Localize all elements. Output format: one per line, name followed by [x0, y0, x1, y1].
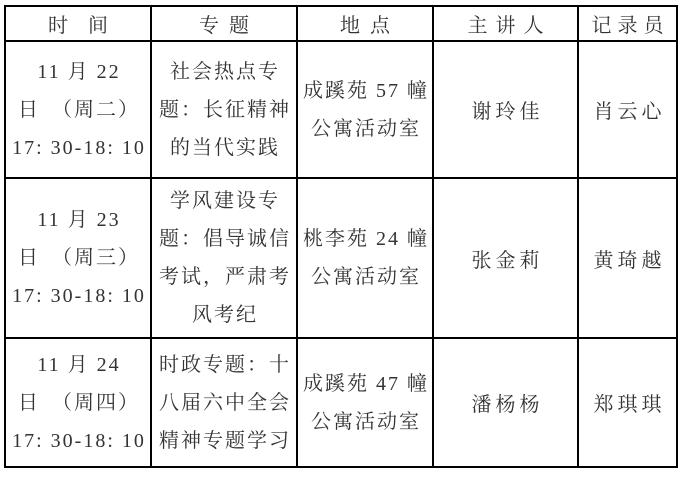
cell-text-line: 公寓活动室 — [311, 266, 421, 288]
cell-text-line: 17: 30-18: 10 — [12, 136, 146, 159]
cell-text-line: 日 （周三） — [18, 247, 140, 269]
cell-text-line: 的当代实践 — [170, 136, 280, 159]
topic-cell — [151, 41, 297, 178]
cell-text-line: 17: 30-18: 10 — [12, 429, 146, 452]
session-row-3 — [5, 338, 677, 467]
col-header-speaker: 主讲人 — [433, 6, 578, 41]
cell-text-line: 11 月 24 — [37, 353, 121, 376]
cell-text-line: 成蹊苑 57 幢 — [303, 79, 429, 102]
cell-text-line: 题：长征精神 — [159, 98, 291, 121]
session-row-2 — [5, 178, 677, 338]
recorder-cell: 黄琦越 — [578, 178, 677, 338]
cell-text-line: 考试，严肃考 — [159, 266, 291, 288]
cell-text-line: 题：倡导诚信 — [159, 228, 291, 250]
col-header-topic: 专题 — [151, 6, 297, 41]
col-header-location: 地点 — [297, 6, 433, 41]
cell-text-line: 桃李苑 24 幢 — [303, 228, 429, 250]
recorder-cell: 郑琪琪 — [578, 338, 677, 467]
location-cell — [297, 178, 433, 338]
time-cell — [5, 338, 151, 467]
cell-text-line: 11 月 23 — [37, 209, 121, 231]
time-cell — [5, 41, 151, 178]
cell-text-line: 学风建设专 — [170, 190, 280, 212]
cell-text-line: 成蹊苑 47 幢 — [303, 372, 429, 395]
location-cell — [297, 338, 433, 467]
cell-text-line: 公寓活动室 — [311, 410, 421, 433]
session-row-1 — [5, 41, 677, 178]
cell-text-line: 公寓活动室 — [311, 117, 421, 140]
cell-text-line: 11 月 22 — [37, 60, 121, 83]
cell-text-line: 风考纪 — [192, 304, 258, 326]
cell-text-line: 日 （周二） — [18, 98, 140, 121]
speaker-cell: 谢玲佳 — [433, 41, 578, 178]
speaker-cell: 张金莉 — [433, 178, 578, 338]
schedule-table — [4, 5, 678, 468]
col-header-recorder: 记录员 — [578, 6, 677, 41]
recorder-cell: 肖云心 — [578, 41, 677, 178]
col-header-time: 时间 — [5, 6, 151, 41]
header-row — [5, 6, 677, 41]
topic-cell — [151, 338, 297, 467]
topic-cell — [151, 178, 297, 338]
cell-text-line: 精神专题学习 — [159, 429, 291, 452]
cell-text-line: 时政专题：十 — [159, 353, 291, 376]
cell-text-line: 17: 30-18: 10 — [12, 285, 146, 307]
cell-text-line: 日 （周四） — [18, 391, 140, 414]
location-cell — [297, 41, 433, 178]
speaker-cell: 潘杨杨 — [433, 338, 578, 467]
cell-text-line: 八届六中全会 — [159, 391, 291, 414]
cell-text-line: 社会热点专 — [170, 60, 280, 83]
time-cell — [5, 178, 151, 338]
